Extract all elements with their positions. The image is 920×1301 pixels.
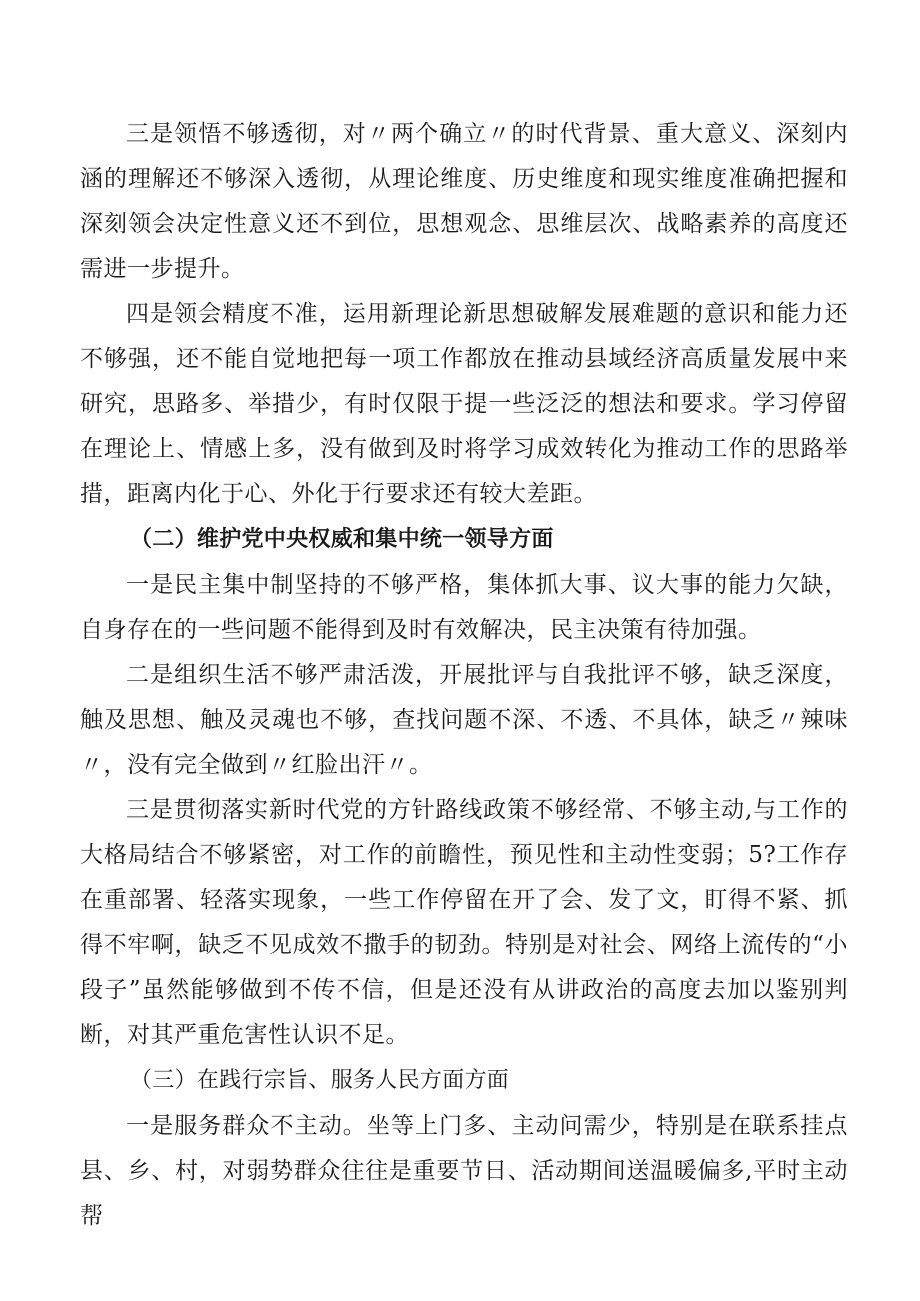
document-body — [80, 112, 848, 1239]
section-heading-3: （三）在践行宗旨、服务人民方面方面 — [130, 1068, 510, 1093]
paragraph-policy-implementation: 三是贯彻落实新时代党的方针路线政策不够经常、不够主动,与工作的大格局结合不够紧密，对工作的前瞻性，预见性和主动性变弱；5?工作存在重部署、轻落实现象，一些工作停留在开了会、发了文，盯得不紧、抓得不牢啊，缺乏不见成效不撒手的韧劲。特别是对社会、网络上流传的“小段子”虽然能够做到不传不信，但是还没有从讲政治的高度去加以鉴别判断，对其严重危害性认识不足。 — [80, 797, 848, 1048]
paragraph-serving-masses: 一是服务群众不主动。坐等上门多、主动问需少，特别是在联系挂点县、乡、村，对弱势群众往往是重要节日、活动期间送温暖偏多,平时主动帮 — [80, 1113, 848, 1229]
paragraph-democratic-centralism: 一是民主集中制坚持的不够严格，集体抓大事、议大事的能力欠缺，自身存在的一些问题不能得到及时有效解决，民主决策有待加强。 — [80, 572, 848, 643]
paragraph-comprehension-imprecise: 四是领会精度不准，运用新理论新思想破解发展难题的意识和能力还不够强，还不能自觉地把每一项工作都放在推动县域经济高质量发展中来研究，思路多、举措少，有时仅限于提一些泛泛的想法和要求。学习停留在理论上、情感上多，没有做到及时将学习成效转化为推动工作的思路举措，距离内化于心、外化于行要求还有较大差距。 — [80, 301, 848, 507]
paragraph-understanding-insufficient: 三是领悟不够透彻，对〃两个确立〃的时代背景、重大意义、深刻内涵的理解还不够深入透彻，从理论维度、历史维度和现实维度准确把握和深刻领会决定性意义还不到位，思想观念、思维层次、战略素养的高度还需进一步提升。 — [80, 121, 848, 282]
paragraph-organizational-life: 二是组织生活不够严肃活泼，开展批评与自我批评不够，缺乏深度，触及思想、触及灵魂也不够，查找问题不深、不透、不具体，缺乏〃辣味〃，没有完全做到〃红脸出汗〃。 — [80, 662, 848, 778]
section-heading-2: （二）维护党中央权威和集中统一领导方面 — [130, 527, 554, 552]
